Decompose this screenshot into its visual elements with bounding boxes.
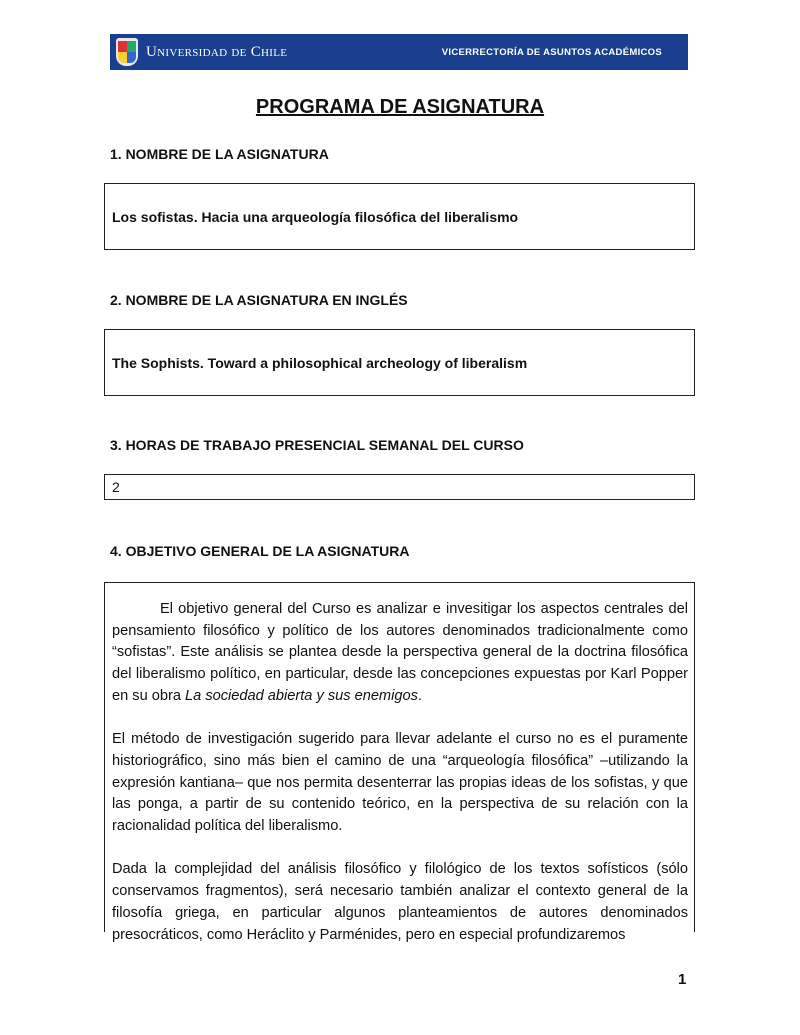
section-4-heading: 4. OBJETIVO GENERAL DE LA ASIGNATURA — [110, 543, 410, 559]
section-3-box — [104, 474, 695, 500]
university-seal-icon — [116, 38, 138, 66]
header-banner — [110, 34, 688, 70]
section-4-box — [104, 582, 695, 943]
section-1-heading: 1. NOMBRE DE LA ASIGNATURA — [110, 146, 329, 162]
objective-text — [112, 599, 688, 968]
objective-p1-end: . — [417, 687, 422, 704]
book-title: La sociedad abierta y sus enemigos — [185, 687, 418, 704]
course-name-english: The Sophists. Toward a philosophical archeology of liberalism — [112, 355, 528, 371]
vicerrectoria-label: VICERRECTORÍA DE ASUNTOS ACADÉMICOS — [441, 46, 662, 58]
course-name: Los sofistas. Hacia una arqueología filosófica del liberalismo — [112, 209, 519, 225]
page-title: PROGRAMA DE ASIGNATURA — [255, 96, 545, 118]
objective-paragraph-3: Dada la complejidad del análisis filosófico y filológico de los textos sofísticos (sólo conservamos fragmentos), será necesario también analizar el contexto general de la filosofía griega, en particular algunos planteamientos de autores denominados presocráticos, como Heráclito y Parménides, pero en especial profundizaremos — [112, 861, 688, 943]
section-3-heading: 3. HORAS DE TRABAJO PRESENCIAL SEMANAL DEL CURSO — [110, 437, 524, 453]
section-1-box — [104, 183, 695, 250]
section-2-box — [104, 329, 695, 396]
university-name: Universidad de Chile — [146, 43, 288, 60]
weekly-hours: 2 — [112, 479, 120, 495]
objective-paragraph-1 — [112, 599, 688, 708]
objective-p1-text: El objetivo general del Curso es analizar e invesitigar los aspectos centrales del pensamiento filosófico y político de los autores denominados tradicionalmente como “sofistas”. Este análisis se plantea desde la perspectiva general de la doctrina filosófica del liberalismo político, en particular, desde las concepciones expuestas por Karl Popper en su obra — [112, 601, 688, 704]
objective-paragraph-2: El método de investigación sugerido para llevar adelante el curso no es el puramente historiográfico, sino más bien el camino de una “arqueología filosófica” –utilizando la expresión kantiana– que nos permita desenterrar las propias ideas de los sofistas, y que las ponga, a partir de su contenido teórico, en la perspectiva de su relación con la racionalidad política del liberalismo. — [112, 731, 688, 835]
section-2-heading: 2. NOMBRE DE LA ASIGNATURA EN INGLÉS — [110, 292, 408, 308]
page-number: 1 — [678, 971, 687, 988]
